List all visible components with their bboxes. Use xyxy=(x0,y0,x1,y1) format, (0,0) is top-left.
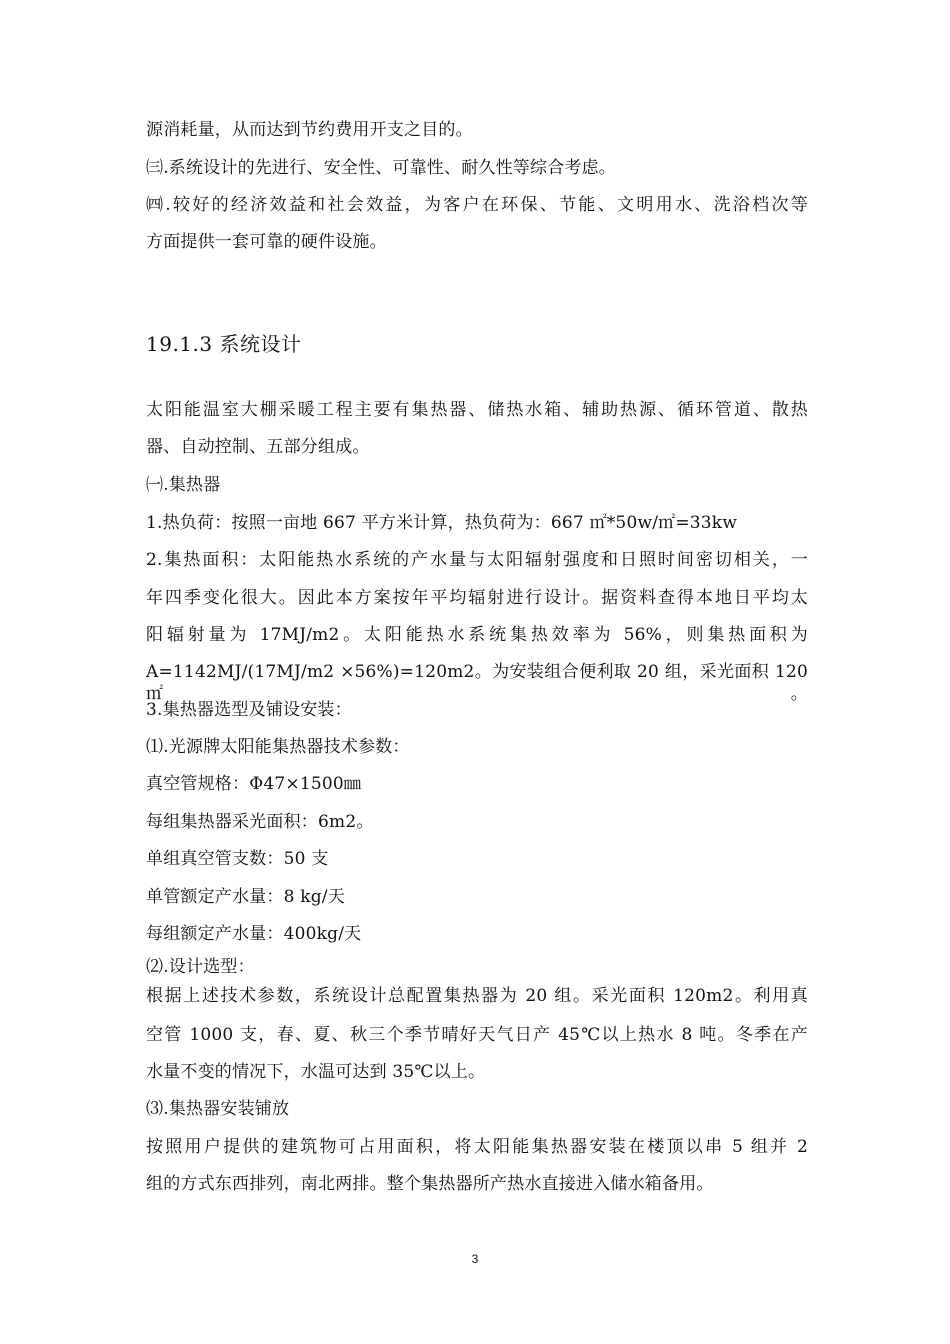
page-number: 3 xyxy=(471,1252,479,1266)
body-text-line: 3.集热器选型及铺设安装： xyxy=(146,700,352,720)
body-text-line: 空管 1000 支，春、夏、秋三个季节晴好天气日产 45℃以上热水 8 吨。冬季在产 xyxy=(146,1025,808,1045)
body-text-line: 按照用户提供的建筑物可占用面积，将太阳能集热器安装在楼顶以串 5 组并 2 xyxy=(146,1137,808,1157)
body-text-line: A=1142MJ/(17MJ/m2 ×56%)=120m2。为安装组合便利取 20 组，采光面积 120 ㎡。 xyxy=(146,662,808,704)
spec-line: 单组真空管支数：50 支 xyxy=(146,849,329,869)
subsection-title: ㈠.集热器 xyxy=(146,475,221,495)
section-heading: 19.1.3 系统设计 xyxy=(146,332,302,356)
list-heading: ⑴.光源牌太阳能集热器技术参数： xyxy=(146,737,410,757)
body-text-line: 水量不变的情况下，水温可达到 35℃以上。 xyxy=(146,1062,486,1082)
body-text-line: 器、自动控制、五部分组成。 xyxy=(146,437,370,457)
body-text-line: 太阳能温室大棚采暖工程主要有集热器、储热水箱、辅助热源、循环管道、散热 xyxy=(146,400,808,420)
list-heading: ⑶.集热器安装铺放 xyxy=(146,1099,290,1119)
body-text-line: 根据上述技术参数，系统设计总配置集热器为 20 组。采光面积 120m2。利用真 xyxy=(146,986,808,1006)
body-text-line: 源消耗量，从而达到节约费用开支之目的。 xyxy=(146,120,473,140)
spec-line: 真空管规格：Φ47×1500㎜ xyxy=(146,774,362,794)
body-text-line: ㈢.系统设计的先进行、安全性、可靠性、耐久性等综合考虑。 xyxy=(146,158,617,178)
body-text-line: ㈣.较好的经济效益和社会效益，为客户在环保、节能、文明用水、洗浴档次等 xyxy=(146,195,808,215)
body-text-line: 方面提供一套可靠的硬件设施。 xyxy=(146,232,387,252)
spec-line: 每组额定产水量：400kg/天 xyxy=(146,924,362,944)
spec-line: 每组集热器采光面积：6m2。 xyxy=(146,812,374,832)
body-text-line: 年四季变化很大。因此本方案按年平均辐射进行设计。据资料查得本地日平均太 xyxy=(146,588,808,608)
body-text-line: 阳辐射量为 17MJ/m2。太阳能热水系统集热效率为 56%，则集热面积为 xyxy=(146,625,808,645)
list-heading: ⑵.设计选型： xyxy=(146,957,255,977)
spec-line: 单管额定产水量：8 kg/天 xyxy=(146,887,345,907)
body-text-line: 2.集热面积：太阳能热水系统的产水量与太阳辐射强度和日照时间密切相关，一 xyxy=(146,550,808,570)
body-text-line: 1.热负荷：按照一亩地 667 平方米计算，热负荷为：667 ㎡*50w/㎡=33kw xyxy=(146,513,738,533)
body-text-line: 组的方式东西排列，南北两排。整个集热器所产热水直接进入储水箱备用。 xyxy=(146,1174,714,1194)
